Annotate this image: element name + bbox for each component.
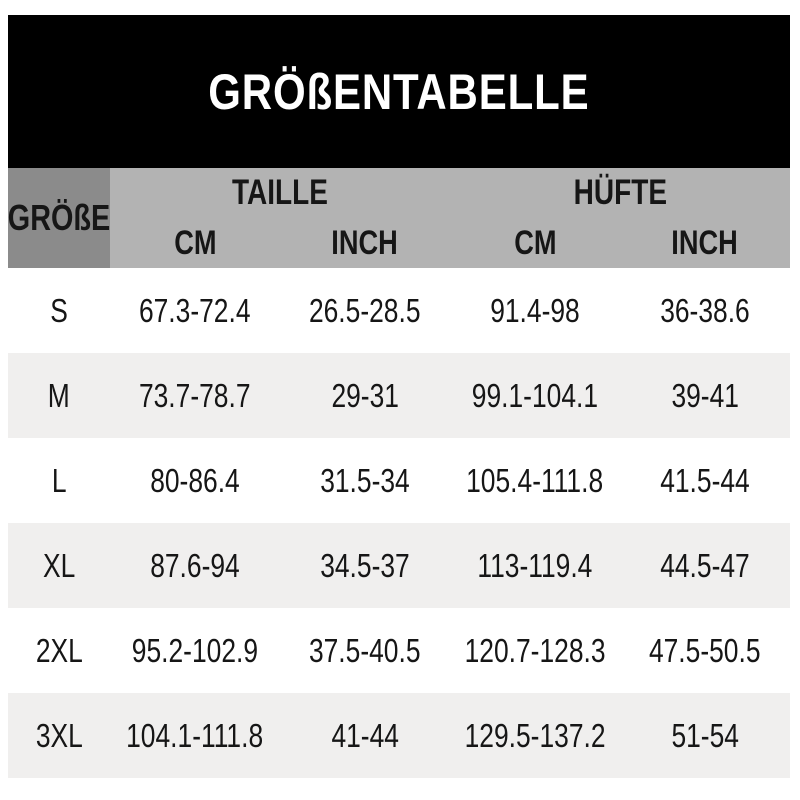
size-label: XL [42, 546, 76, 584]
size-column-header-label: GRÖßE [7, 197, 111, 238]
value-label: 34.5-37 [320, 546, 410, 584]
value-label: 99.1-104.1 [471, 376, 599, 414]
size-label: L [51, 461, 67, 499]
value-cell [450, 693, 620, 778]
table-row-2xl [8, 608, 790, 693]
size-chart-title: GRÖßENTABELLE [208, 63, 590, 120]
value-label: 95.2-102.9 [131, 631, 259, 669]
subheader-taille-cm-label: CM [173, 223, 217, 262]
value-label: 120.7-128.3 [464, 631, 606, 669]
group-header-taille-label: TAILLE [232, 173, 328, 212]
size-cell [8, 693, 110, 778]
size-chart-banner [8, 15, 790, 168]
value-label: 36-38.6 [660, 291, 750, 329]
value-label: 67.3-72.4 [139, 291, 251, 329]
size-label: 2XL [35, 631, 83, 669]
value-label: 47.5-50.5 [649, 631, 761, 669]
value-cell [620, 693, 790, 778]
value-cell [280, 608, 450, 693]
value-cell [620, 608, 790, 693]
size-cell [8, 438, 110, 523]
value-label: 44.5-47 [660, 546, 750, 584]
size-cell [8, 353, 110, 438]
value-cell [280, 693, 450, 778]
value-cell [280, 268, 450, 353]
size-label: 3XL [35, 716, 83, 754]
value-label: 80-86.4 [150, 461, 240, 499]
value-cell [450, 523, 620, 608]
size-column-header [8, 168, 110, 268]
value-label: 51-54 [671, 716, 739, 754]
table-row-l [8, 438, 790, 523]
table-row-3xl [8, 693, 790, 778]
value-cell [450, 438, 620, 523]
value-cell [110, 608, 280, 693]
value-cell [280, 438, 450, 523]
value-label: 29-31 [331, 376, 399, 414]
group-header-taille [110, 168, 450, 218]
value-cell [620, 438, 790, 523]
group-header-huefte-label: HÜFTE [573, 173, 667, 212]
subheader-huefte-inch [620, 218, 790, 268]
value-cell [110, 438, 280, 523]
value-label: 31.5-34 [320, 461, 410, 499]
value-cell [110, 268, 280, 353]
value-label: 41.5-44 [660, 461, 750, 499]
value-cell [110, 693, 280, 778]
subheader-huefte-inch-label: INCH [671, 223, 739, 262]
value-cell [620, 353, 790, 438]
value-label: 26.5-28.5 [309, 291, 421, 329]
group-header-huefte [450, 168, 790, 218]
value-label: 113-119.4 [477, 546, 593, 584]
size-cell [8, 523, 110, 608]
value-cell [450, 353, 620, 438]
value-label: 39-41 [671, 376, 739, 414]
value-cell [280, 353, 450, 438]
size-table-header [8, 168, 790, 268]
table-row-m [8, 353, 790, 438]
value-label: 37.5-40.5 [309, 631, 421, 669]
table-row-xl [8, 523, 790, 608]
value-label: 91.4-98 [490, 291, 580, 329]
size-label: M [48, 376, 70, 414]
value-cell [450, 268, 620, 353]
value-label: 105.4-111.8 [466, 461, 604, 499]
size-table [8, 168, 790, 778]
value-cell [280, 523, 450, 608]
value-label: 73.7-78.7 [139, 376, 251, 414]
table-row-s [8, 268, 790, 353]
size-cell [8, 268, 110, 353]
value-label: 104.1-111.8 [126, 716, 264, 754]
value-cell [620, 268, 790, 353]
value-label: 41-44 [331, 716, 399, 754]
value-label: 87.6-94 [150, 546, 240, 584]
size-label: S [50, 291, 68, 329]
subheader-huefte-cm-label: CM [513, 223, 557, 262]
value-cell [450, 608, 620, 693]
value-cell [620, 523, 790, 608]
subheader-taille-inch [280, 218, 450, 268]
subheader-huefte-cm [450, 218, 620, 268]
size-cell [8, 608, 110, 693]
value-cell [110, 353, 280, 438]
value-cell [110, 523, 280, 608]
subheader-taille-inch-label: INCH [331, 223, 399, 262]
value-label: 129.5-137.2 [464, 716, 606, 754]
subheader-taille-cm [110, 218, 280, 268]
